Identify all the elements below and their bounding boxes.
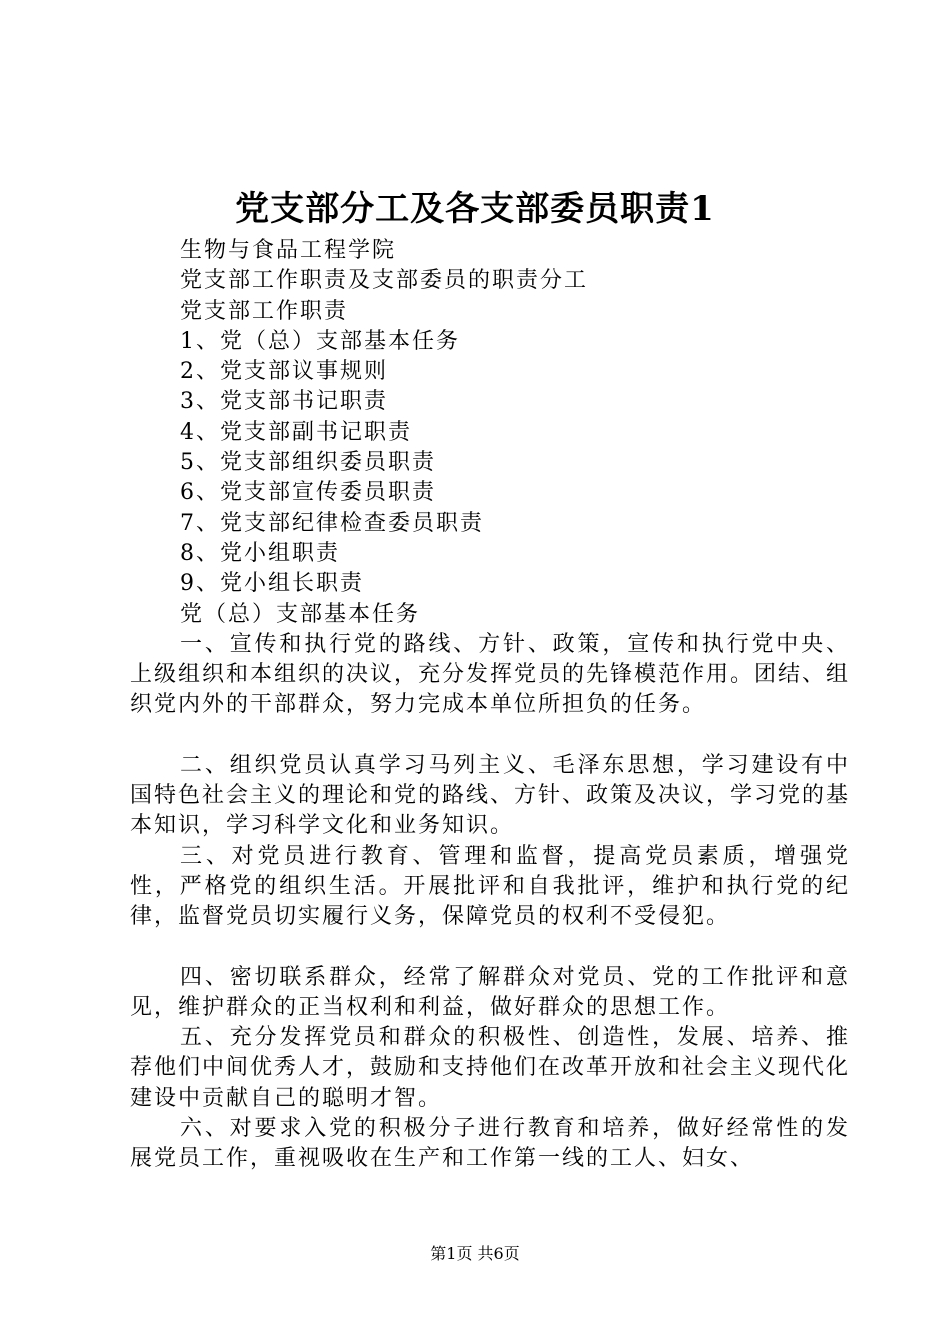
toc-item: 2、党支部议事规则 [180, 359, 388, 385]
paragraph: 三、对党员进行教育、管理和监督，提高党员素质，增强党性，严格党的组织生活。开展批评和自我批评，维护和执行党的纪律，监督党员切实履行义务，保障党员的权利不受侵犯。 [130, 843, 850, 930]
header-line: 党支部工作职责及支部委员的职责分工 [180, 268, 589, 294]
document-body [130, 236, 850, 1175]
paragraph: 四、密切联系群众，经常了解群众对党员、党的工作批评和意见，维护群众的正当权利和利益，做好群众的思想工作。 [130, 964, 850, 1020]
toc-item: 7、党支部纪律检查委员职责 [180, 510, 484, 536]
section-heading: 党（总）支部基本任务 [180, 601, 421, 627]
header-line: 生物与食品工程学院 [180, 238, 397, 263]
paragraph: 六、对要求入党的积极分子进行教育和培养，做好经常性的发展党员工作，重视吸收在生产和工作第一线的工人、妇女、 [130, 1116, 850, 1172]
page-footer: 第1页 共6页 [430, 1244, 520, 1263]
paragraph: 五、充分发挥党员和群众的积极性、创造性，发展、培养、推荐他们中间优秀人才，鼓励和支持他们在改革开放和社会主义现代化建设中贡献自己的聪明才智。 [130, 1025, 851, 1111]
toc-item: 6、党支部宣传委员职责 [180, 480, 436, 506]
paragraph: 一、宣传和执行党的路线、方针、政策，宣传和执行党中央、上级组织和本组织的决议，充分发挥党员的先锋模范作用。团结、组织党内外的干部群众，努力完成本单位所担负的任务。 [130, 631, 851, 718]
toc-item: 4、党支部副书记职责 [180, 419, 412, 445]
toc-item: 8、党小组职责 [180, 540, 340, 566]
toc-item: 1、党（总）支部基本任务 [180, 328, 460, 354]
toc-item: 3、党支部书记职责 [180, 389, 388, 415]
toc-item: 9、党小组长职责 [180, 571, 364, 597]
paragraph: 二、组织党员认真学习马列主义、毛泽东思想，学习建设有中国特色社会主义的理论和党的路线、方针、政策及决议，学习党的基本知识，学习科学文化和业务知识。 [130, 752, 851, 839]
toc-item: 5、党支部组织委员职责 [180, 450, 436, 476]
header-line: 党支部工作职责 [180, 298, 349, 324]
document-title: 党支部分工及各支部委员职责1 [235, 189, 715, 229]
